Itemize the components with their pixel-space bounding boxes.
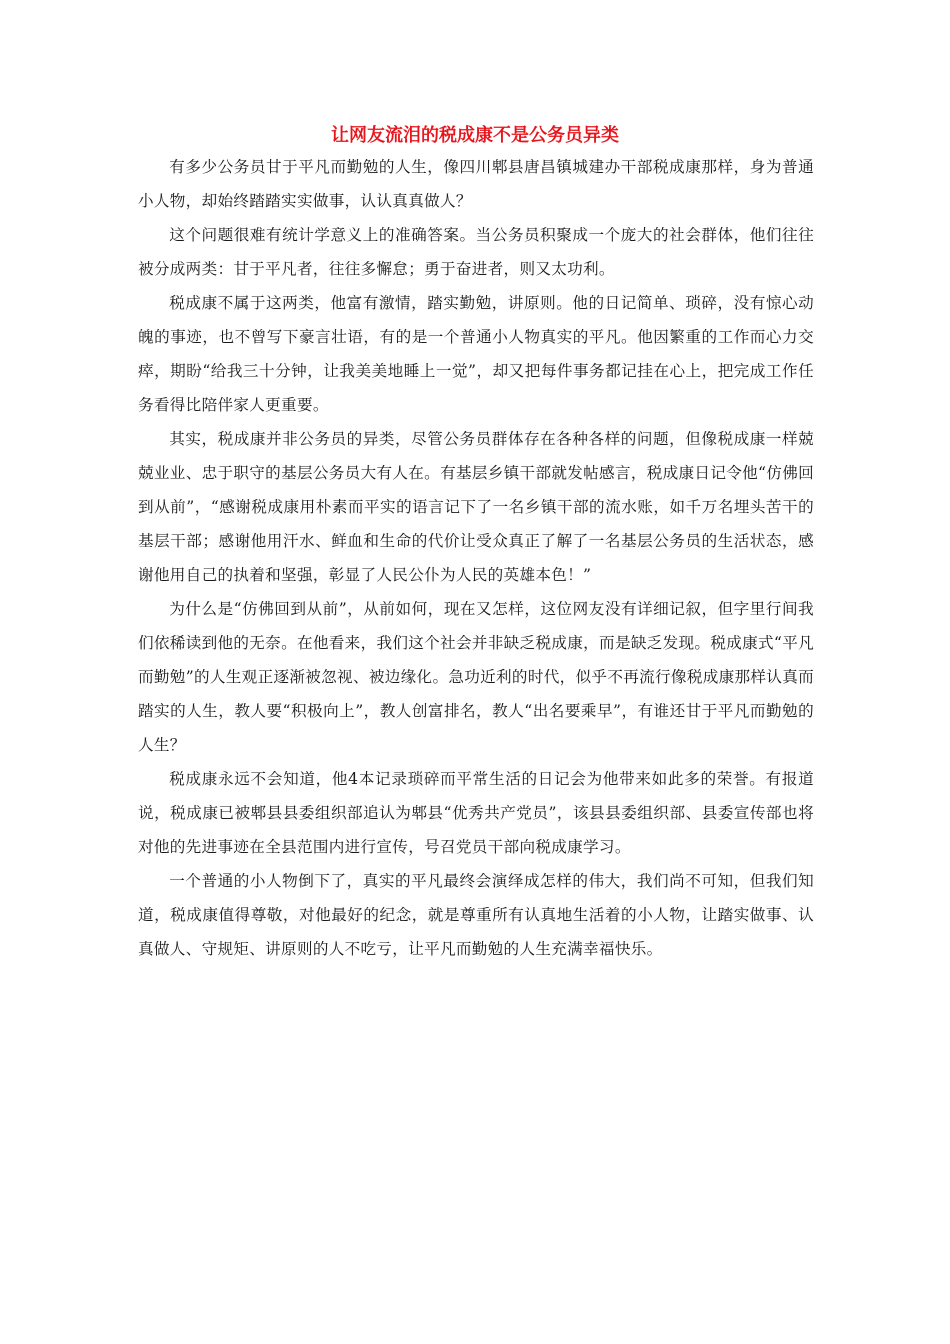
article-body [138,150,814,966]
paragraph-5: 为什么是“仿佛回到从前”，从前如何，现在又怎样，这位网友没有详细记叙，但字里行间我们依稀读到他的无奈。在他看来，我们这个社会并非缺乏税成康，而是缺乏发现。税成康式“平凡而勤勉”的人生观正逐渐被忽视、被边缘化。急功近利的时代，似乎不再流行像税成康那样认真而踏实的人生，教人要“积极向上”，教人创富排名，教人“出名要乘早”，有谁还甘于平凡而勤勉的人生？ [138,600,814,754]
paragraph-1: 有多少公务员甘于平凡而勤勉的人生，像四川郫县唐昌镇城建办干部税成康那样，身为普通小人物，却始终踏踏实实做事，认认真真做人？ [138,158,814,210]
paragraph-7: 一个普通的小人物倒下了，真实的平凡最终会演绎成怎样的伟大，我们尚不可知，但我们知道，税成康值得尊敬，对他最好的纪念，就是尊重所有认真地生活着的小人物，让踏实做事、认真做人、守规矩、讲原则的人不吃亏，让平凡而勤勉的人生充满幸福快乐。 [138,872,814,958]
document-title: 让网友流泪的税成康不是公务员异类 [331,125,619,146]
paragraph-2: 这个问题很难有统计学意义上的准确答案。当公务员积聚成一个庞大的社会群体，他们往往被分成两类：甘于平凡者，往往多懈怠；勇于奋进者，则又太功利。 [138,226,814,278]
paragraph-4: 其实，税成康并非公务员的异类，尽管公务员群体存在各种各样的问题，但像税成康一样兢兢业业、忠于职守的基层公务员大有人在。有基层乡镇干部就发帖感言，税成康日记令他“仿佛回到从前”，“感谢税成康用朴素而平实的语言记下了一名乡镇干部的流水账，如千万名埋头苦干的基层干部；感谢他用汗水、鲜血和生命的代价让受众真正了解了一名基层公务员的生活状态，感谢他用自己的执着和坚强，彰显了人民公仆为人民的英雄本色！” [138,430,814,584]
paragraph-3: 税成康不属于这两类，他富有激情，踏实勤勉，讲原则。他的日记简单、琐碎，没有惊心动魄的事迹，也不曾写下豪言壮语，有的是一个普通小人物真实的平凡。他因繁重的工作而心力交瘁，期盼“给我三十分钟，让我美美地睡上一觉”，却又把每件事务都记挂在心上，把完成工作任务看得比陪伴家人更重要。 [138,294,814,414]
paragraph-6: 税成康永远不会知道，他4本记录琐碎而平常生活的日记会为他带来如此多的荣誉。有报道说，税成康已被郫县县委组织部追认为郫县“优秀共产党员”，该县县委组织部、县委宣传部也将对他的先进事迹在全县范围内进行宣传，号召党员干部向税成康学习。 [138,770,814,856]
